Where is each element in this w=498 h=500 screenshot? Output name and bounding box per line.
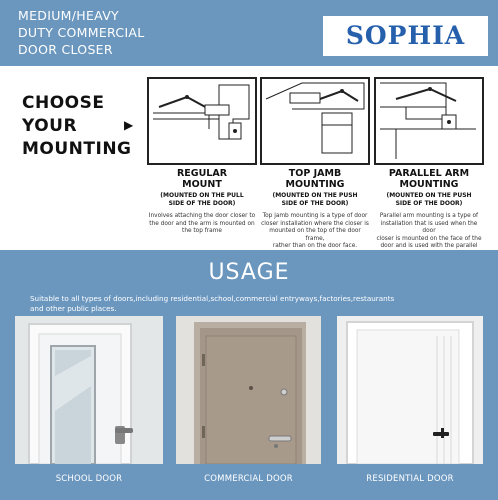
mount-desc-line: mounted on the top of the door frame, xyxy=(269,228,361,242)
mount-name-line: PARALLEL ARM xyxy=(388,168,470,179)
choose-line: YOUR xyxy=(22,116,78,136)
mount-desc-line: door and is used with the parallel xyxy=(380,243,478,249)
mount-name xyxy=(260,168,370,190)
mount-name-line: MOUNT xyxy=(182,179,222,190)
header-title-line: MEDIUM/HEAVY xyxy=(18,8,119,23)
header-title-line: DUTY COMMERCIAL xyxy=(18,25,145,40)
mount-side-line: (MOUNTED ON THE PULL xyxy=(160,192,244,199)
door-label-commercial: COMMERCIAL DOOR xyxy=(204,474,293,484)
commercial-door-picture xyxy=(176,316,321,464)
mount-description xyxy=(260,213,370,251)
header-banner xyxy=(0,0,498,66)
mount-name xyxy=(374,168,484,190)
usage-subtitle xyxy=(30,294,470,314)
mount-desc-line: installation that is used when the door xyxy=(380,220,478,234)
door-label-residential: RESIDENTIAL DOOR xyxy=(366,474,454,484)
door-label-school: SCHOOL DOOR xyxy=(55,474,123,484)
mount-side xyxy=(147,192,257,208)
mount-desc-line: Top jamb mounting is a type of door xyxy=(262,213,368,219)
mount-side xyxy=(260,192,370,208)
residential-door-image xyxy=(337,316,483,464)
choose-line: CHOOSE xyxy=(22,93,105,113)
mount-name xyxy=(147,168,257,190)
brand-logo: SOPHIA xyxy=(323,16,488,56)
mount-top-jamb xyxy=(260,77,370,251)
mount-desc-line: the top frame xyxy=(182,228,222,234)
door-closer-regular-icon xyxy=(149,79,255,163)
residential-door-picture xyxy=(337,316,483,464)
mount-side-line: SIDE OF THE DOOR) xyxy=(395,200,463,207)
mount-desc-line: closer installation where the closer is xyxy=(261,220,369,227)
mount-regular xyxy=(147,77,257,236)
mount-desc-line: the door and the arm is mounted on xyxy=(149,220,255,227)
regular-mount-illustration xyxy=(147,77,257,165)
mount-desc-line: closer is mounted on the face of the xyxy=(376,235,482,242)
arrow-right-icon: ▶ xyxy=(124,118,134,132)
usage-title: USAGE xyxy=(208,260,290,285)
door-closer-top-jamb-icon xyxy=(262,79,368,163)
usage-subtitle-line: Suitable to all types of doors,including residential,school,commercial entryways,factories,restaurants xyxy=(30,294,395,303)
choose-mounting-heading xyxy=(22,92,132,161)
mount-desc-line: rather than on the door face. xyxy=(272,243,358,249)
header-title xyxy=(18,7,218,58)
top-jamb-illustration xyxy=(260,77,370,165)
mount-description xyxy=(147,213,257,236)
mount-desc-line: Involves attaching the door closer to xyxy=(148,213,256,219)
mount-side-line: (MOUNTED ON THE PUSH xyxy=(272,192,358,199)
mount-parallel-arm xyxy=(374,77,484,266)
door-closer-parallel-arm-icon xyxy=(376,79,482,163)
parallel-arm-illustration xyxy=(374,77,484,165)
mount-name-line: REGULAR xyxy=(176,168,228,179)
mount-side-line: SIDE OF THE DOOR) xyxy=(168,200,236,207)
mount-name-line: MOUNTING xyxy=(399,179,459,190)
usage-subtitle-line: and other public places. xyxy=(30,304,117,313)
school-door-picture xyxy=(15,316,163,464)
mount-side-line: SIDE OF THE DOOR) xyxy=(281,200,349,207)
choose-line: MOUNTING xyxy=(22,139,132,159)
header-title-line: DOOR CLOSER xyxy=(18,42,113,57)
school-door-image xyxy=(15,316,163,464)
mount-desc-line: Parallel arm mounting is a type of xyxy=(379,213,479,219)
mount-side xyxy=(374,192,484,208)
mount-side-line: (MOUNTED ON THE PUSH xyxy=(386,192,472,199)
commercial-door-image xyxy=(176,316,321,464)
mount-name-line: MOUNTING xyxy=(285,179,345,190)
mount-name-line: TOP JAMB xyxy=(288,168,342,179)
